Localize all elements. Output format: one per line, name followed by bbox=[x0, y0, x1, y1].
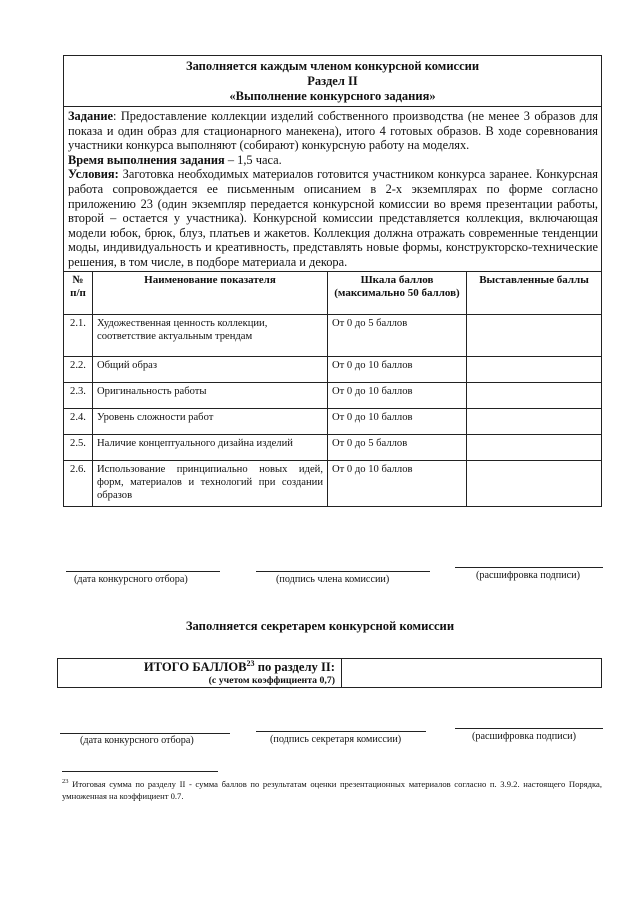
table-row bbox=[64, 314, 601, 356]
time-label: Время выполнения задания bbox=[68, 152, 225, 167]
row-score-cell[interactable] bbox=[467, 434, 602, 460]
row-num: 2.4. bbox=[64, 408, 93, 434]
total-coefficient: (с учетом коэффициента 0,7) bbox=[208, 675, 335, 686]
row-scale: От 0 до 5 баллов bbox=[328, 314, 467, 356]
date-signature-line[interactable] bbox=[66, 571, 220, 572]
table-row bbox=[64, 408, 601, 434]
table-row bbox=[64, 382, 601, 408]
table-row bbox=[64, 434, 601, 460]
section-header bbox=[64, 56, 601, 107]
conditions-text: Заготовка необходимых материалов готовится участником конкурса заранее. Конкурсная работа сопровождается ее письменным описанием в 2-х экземплярах по форме согласно приложению 23 (один экземпляр передается конкурсной комиссии во время презентации работы, второй – остается у участника). Конкурсной комиссии представляется коллекция, включающая модели юбок, брюк, блуз, платьев и жакетов. Коллекция должна отражать современные тенденции моды, индивидуальность и креативность, представлять новые формы, конструкторско-технические решения, в том числе, в подборе материала и декора. bbox=[68, 167, 598, 269]
row-scale: От 0 до 10 баллов bbox=[328, 382, 467, 408]
decode-caption: (расшифровка подписи) bbox=[476, 570, 580, 581]
row-name: Использование принципиально новых идей, форм, материалов и технологий при создании образов bbox=[93, 460, 328, 506]
header-name: Наименование показателя bbox=[93, 272, 328, 315]
section-header-line-3: «Выполнение конкурсного задания» bbox=[229, 89, 436, 103]
time-text: – 1,5 часа. bbox=[224, 152, 282, 167]
row-name: Уровень сложности работ bbox=[93, 408, 328, 434]
header-scale: Шкала баллов (максимально 50 баллов) bbox=[328, 272, 467, 315]
footnote-separator bbox=[62, 771, 218, 772]
date-caption-2: (дата конкурсного отбора) bbox=[80, 735, 194, 746]
criteria-table bbox=[64, 272, 601, 507]
row-score-cell[interactable] bbox=[467, 460, 602, 506]
secretary-signature-line[interactable] bbox=[256, 731, 426, 732]
footnote bbox=[62, 778, 602, 802]
total-section-text: по разделу II: bbox=[254, 660, 335, 674]
row-score-cell[interactable] bbox=[467, 382, 602, 408]
total-score-box bbox=[57, 658, 602, 688]
conditions-paragraph bbox=[68, 167, 598, 269]
date-caption: (дата конкурсного отбора) bbox=[74, 574, 188, 585]
row-num: 2.1. bbox=[64, 314, 93, 356]
row-num: 2.3. bbox=[64, 382, 93, 408]
criteria-header-row bbox=[64, 272, 601, 315]
task-text: : Предоставление коллекции изделий собственного производства (не менее 3 образов для показа и один образ для стационарного манекена), итого 4 готовых образов. В ходе соревнования участники конкурса выполняют (собирают) конкурсную работу на моделях. bbox=[68, 109, 598, 153]
section-header-line-1: Заполняется каждым членом конкурсной комиссии bbox=[185, 59, 480, 73]
table-row bbox=[64, 356, 601, 382]
task-paragraph bbox=[68, 109, 598, 153]
table-row bbox=[64, 460, 601, 506]
row-score-cell[interactable] bbox=[467, 314, 602, 356]
header-num: № п/п bbox=[64, 272, 93, 315]
row-name: Общий образ bbox=[93, 356, 328, 382]
decode-caption-2: (расшифровка подписи) bbox=[472, 731, 576, 742]
row-num: 2.2. bbox=[64, 356, 93, 382]
row-score-cell[interactable] bbox=[467, 408, 602, 434]
row-name: Оригинальность работы bbox=[93, 382, 328, 408]
row-scale: От 0 до 10 баллов bbox=[328, 408, 467, 434]
member-signature-caption: (подпись члена комиссии) bbox=[276, 574, 390, 585]
footnote-text: Итоговая сумма по разделу II - сумма баллов по результатам оценки презентационных материалов согласно п. 3.9.2. настоящего Порядка, умноженная на коэффициент 0.7. bbox=[62, 779, 602, 801]
row-score-cell[interactable] bbox=[467, 356, 602, 382]
decode-signature-line[interactable] bbox=[455, 567, 603, 568]
total-label-line bbox=[58, 660, 335, 675]
section-header-line-2: Раздел II bbox=[307, 74, 358, 88]
task-label: Задание bbox=[68, 109, 113, 123]
date-signature-line-2[interactable] bbox=[60, 733, 230, 734]
time-paragraph bbox=[68, 153, 598, 168]
row-name: Художественная ценность коллекции, соответствие актуальным трендам bbox=[93, 314, 328, 356]
secretary-signature-caption: (подпись секретаря комиссии) bbox=[270, 734, 402, 745]
decode-signature-line-2[interactable] bbox=[455, 728, 603, 729]
member-signature-line[interactable] bbox=[256, 571, 430, 572]
row-scale: От 0 до 10 баллов bbox=[328, 356, 467, 382]
row-scale: От 0 до 10 баллов bbox=[328, 460, 467, 506]
row-scale: От 0 до 5 баллов bbox=[328, 434, 467, 460]
total-label-text: ИТОГО БАЛЛОВ bbox=[143, 660, 247, 674]
total-score-value[interactable] bbox=[342, 659, 601, 687]
header-score: Выставленные баллы bbox=[467, 272, 602, 315]
row-num: 2.6. bbox=[64, 460, 93, 506]
total-footnote-mark: 23 bbox=[246, 658, 255, 668]
secretary-section-title: Заполняется секретарем конкурсной комиссии bbox=[185, 619, 455, 633]
total-label bbox=[58, 659, 342, 687]
conditions-label: Условия: bbox=[68, 167, 119, 182]
section-intro bbox=[64, 107, 601, 272]
footnote-mark: 23 bbox=[62, 778, 69, 786]
section-2-box bbox=[63, 55, 602, 507]
row-name: Наличие концептуального дизайна изделий bbox=[93, 434, 328, 460]
row-num: 2.5. bbox=[64, 434, 93, 460]
